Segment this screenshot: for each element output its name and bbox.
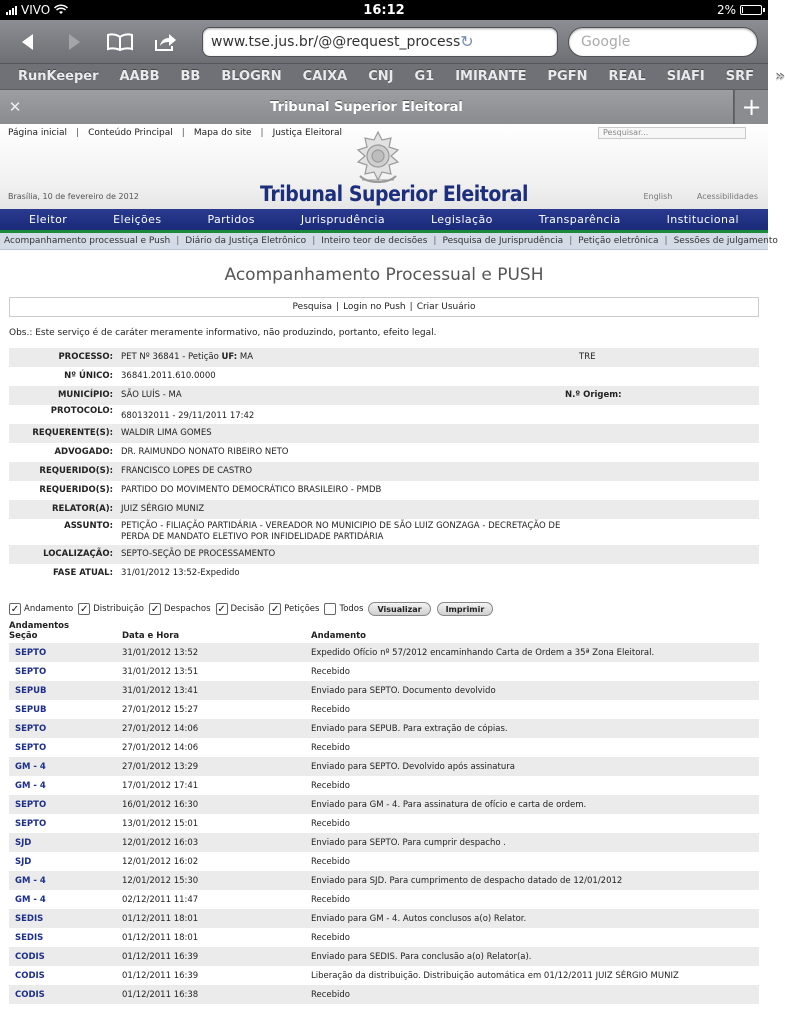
- filter-label: Decisão: [230, 604, 265, 614]
- battery-status: [717, 3, 762, 17]
- row-data: 17/01/2012 17:41: [122, 780, 199, 791]
- uf-value: MA: [239, 352, 254, 362]
- process-row: [9, 564, 759, 583]
- main-nav: [0, 209, 768, 233]
- row-data: 27/01/2012 13:29: [122, 761, 199, 772]
- col-data: Data e Hora: [122, 631, 180, 641]
- row-andamento: Enviado para SJD. Para cumprimento de despacho datado de 12/01/2012: [311, 875, 623, 886]
- requerido-value: PARTIDO DO MOVIMENTO DEMOCRÁTICO BRASILEIRO - PMDB: [121, 485, 382, 495]
- top-link[interactable]: Mapa do site: [193, 128, 252, 138]
- municipio-value: SÃO LUÍS - MA: [121, 390, 182, 400]
- battery-icon: [740, 5, 762, 15]
- current-date: Brasília, 10 de fevereiro de 2012: [8, 192, 139, 201]
- tab-bar: [0, 90, 768, 124]
- table-header: [9, 631, 759, 643]
- row-secao[interactable]: SJD: [15, 856, 32, 867]
- row-secao[interactable]: SEPUB: [15, 685, 47, 696]
- table-row: [9, 795, 759, 814]
- unico-value: 36841.2011.610.0000: [121, 371, 216, 381]
- bookmark-g1[interactable]: G1: [414, 69, 435, 84]
- relator-value: JUIZ SÉRGIO MUNIZ: [121, 504, 205, 514]
- row-data: 31/01/2012 13:41: [122, 685, 199, 696]
- row-andamento: Enviado para SEPTO. Devolvido após assinatura: [311, 761, 515, 772]
- row-data: 31/01/2012 13:52: [122, 647, 199, 658]
- subnav-item[interactable]: Pesquisa de Jurisprudência: [442, 236, 564, 246]
- row-secao[interactable]: SEPTO: [15, 666, 47, 677]
- row-andamento: Enviado para SEPTO. Documento devolvido: [311, 685, 496, 696]
- bookmark-cnj[interactable]: CNJ: [368, 69, 394, 84]
- web-page: [0, 124, 778, 1004]
- row-andamento: Recebido: [311, 780, 351, 791]
- process-row: [9, 367, 759, 386]
- filter-label: Despachos: [164, 604, 211, 614]
- protocolo-value: 680132011 - 29/11/2011 17:42: [121, 411, 255, 421]
- row-andamento: Recebido: [311, 704, 351, 715]
- row-data: 12/01/2012 16:02: [122, 856, 199, 867]
- table-row: [9, 814, 759, 833]
- checkbox[interactable]: ✓: [80, 603, 89, 615]
- table-row: [9, 947, 759, 966]
- bookmark-bb[interactable]: BB: [180, 69, 201, 84]
- separator: |: [76, 128, 80, 138]
- row-secao[interactable]: CODIS: [15, 989, 45, 1000]
- andamentos-table: [9, 643, 759, 1004]
- coat-of-arms-icon: [352, 130, 404, 186]
- row-secao[interactable]: SJD: [15, 837, 32, 848]
- process-row: [9, 519, 759, 545]
- filter-bar: [9, 602, 759, 616]
- row-andamento: Enviado para GM - 4. Para assinatura de ofício e carta de ordem.: [311, 799, 587, 810]
- tab-active[interactable]: [0, 90, 734, 124]
- requerido-label: REQUERIDO(S):: [39, 466, 113, 476]
- table-row: [9, 757, 759, 776]
- filter-option[interactable]: [216, 603, 265, 615]
- row-data: 16/01/2012 16:30: [122, 799, 199, 810]
- row-andamento: Liberação da distribuição. Distribuição automática em 01/12/2011 JUIZ SÉRGIO MUNIZ: [311, 970, 679, 981]
- requerido-value: FRANCISCO LOPES DE CASTRO: [121, 466, 253, 476]
- table-row: [9, 871, 759, 890]
- col-andamento: Andamento: [311, 631, 367, 641]
- table-row: [9, 928, 759, 947]
- visualizar-button[interactable]: Visualizar: [368, 602, 430, 616]
- row-data: 27/01/2012 14:06: [122, 723, 199, 734]
- processo-court: TRE: [579, 352, 596, 362]
- address-bar[interactable]: [202, 27, 558, 57]
- row-andamento: Recebido: [311, 742, 351, 753]
- row-andamento: Recebido: [311, 989, 351, 1000]
- sub-nav: [0, 233, 778, 250]
- row-data: 31/01/2012 13:51: [122, 666, 199, 677]
- top-link[interactable]: Justiça Eleitoral: [272, 128, 342, 138]
- requerente-label: REQUERENTE(S):: [32, 428, 113, 438]
- table-row: [9, 852, 759, 871]
- bookmark-srf[interactable]: SRF: [725, 69, 754, 84]
- english-link[interactable]: English: [643, 192, 673, 201]
- row-secao[interactable]: GM - 4: [15, 761, 46, 772]
- row-secao[interactable]: SEDIS: [15, 913, 44, 924]
- origem-label: [565, 390, 661, 400]
- requerente-value: WALDIR LIMA GOMES: [121, 428, 212, 438]
- process-row: [9, 443, 759, 462]
- separator: |: [409, 302, 413, 312]
- battery-percent: 2%: [716, 3, 736, 17]
- row-data: 01/12/2011 18:01: [122, 932, 199, 943]
- process-details: [9, 348, 759, 583]
- row-data: 27/01/2012 14:06: [122, 742, 199, 753]
- table-row: [9, 776, 759, 795]
- filter-option[interactable]: [9, 603, 73, 615]
- nav-item[interactable]: Partidos: [207, 213, 255, 226]
- top-link[interactable]: Conteúdo Principal: [88, 128, 173, 138]
- fase-label: FASE ATUAL:: [52, 568, 113, 578]
- row-data: 13/01/2012 15:01: [122, 818, 199, 829]
- table-row: [9, 966, 759, 985]
- process-row: [9, 545, 759, 564]
- checkbox[interactable]: ✓: [270, 603, 280, 615]
- search-link[interactable]: Pesquisa: [292, 302, 333, 312]
- filter-label: Todos: [339, 604, 364, 614]
- table-row: [9, 662, 759, 681]
- bookmark-imirante[interactable]: IMIRANTE: [455, 69, 527, 84]
- table-row: [9, 719, 759, 738]
- bookmark-blogrn[interactable]: BLOGRN: [221, 69, 282, 84]
- process-row: [9, 500, 759, 519]
- separator: |: [569, 236, 573, 246]
- row-data: 02/12/2011 11:47: [122, 894, 199, 905]
- forward-arrow-icon[interactable]: [56, 26, 92, 58]
- top-links: [8, 128, 342, 138]
- andamentos-heading: Andamentos: [9, 621, 70, 631]
- row-secao[interactable]: GM - 4: [15, 875, 46, 886]
- bookmarks-bar: [0, 64, 785, 90]
- filter-option[interactable]: [149, 603, 211, 615]
- col-secao: Seção: [9, 631, 38, 641]
- bookmarks-more-icon[interactable]: »: [774, 67, 785, 86]
- row-data: 01/12/2011 18:01: [122, 913, 199, 924]
- advogado-value: DR. RAIMUNDO NONATO RIBEIRO NETO: [121, 447, 289, 457]
- row-andamento: Enviado para GM - 4. Autos conclusos a(o) Relator.: [311, 913, 527, 924]
- subnav-item[interactable]: Petição eletrônica: [578, 236, 659, 246]
- row-secao[interactable]: SEPTO: [15, 647, 47, 658]
- plus-icon[interactable]: +: [734, 90, 768, 124]
- row-secao[interactable]: SEPTO: [15, 818, 47, 829]
- row-andamento: Recebido: [311, 818, 351, 829]
- url-text: www.tse.jus.br/@@request_process: [211, 33, 461, 50]
- open-book-icon[interactable]: [102, 26, 138, 58]
- process-row: [9, 405, 759, 424]
- disclaimer: Obs.: Este serviço é de caráter meramente informativo, não produzindo, portanto, efeito legal.: [9, 328, 437, 338]
- filter-option[interactable]: [269, 603, 319, 615]
- carrier-info: [6, 3, 68, 17]
- subnav-item[interactable]: Inteiro teor de decisões: [321, 236, 428, 246]
- bookmark-real[interactable]: REAL: [608, 69, 646, 84]
- push-login-link[interactable]: Login no Push: [343, 302, 406, 312]
- reload-icon[interactable]: ↻: [460, 32, 474, 51]
- separator: |: [433, 236, 437, 246]
- filter-option[interactable]: [78, 603, 144, 615]
- row-secao[interactable]: SEDIS: [15, 932, 44, 943]
- assunto-value: PETIÇÃO - FILIAÇÃO PARTIDÁRIA - VEREADOR NO MUNICIPIO DE SÃO LUIZ GONZAGA - DECRETAÇÃO DE PERDA DE MANDATO ELETIVO POR INFIDELIDADE PARTIDÁRIA: [121, 521, 561, 542]
- row-data: 12/01/2012 15:30: [122, 875, 199, 886]
- separator: |: [312, 236, 316, 246]
- nav-item[interactable]: Eleitor: [28, 213, 68, 226]
- table-row: [9, 985, 759, 1004]
- share-arrow-icon[interactable]: [148, 26, 184, 58]
- back-arrow-icon[interactable]: [10, 26, 46, 58]
- separator: |: [664, 236, 668, 246]
- processo-label: PROCESSO:: [58, 352, 113, 362]
- row-data: 01/12/2011 16:39: [122, 951, 199, 962]
- bookmark-aabb[interactable]: AABB: [119, 69, 160, 84]
- municipio-label: MUNICÍPIO:: [57, 390, 113, 400]
- bookmark-caixa[interactable]: CAIXA: [302, 69, 348, 84]
- process-row: [9, 424, 759, 443]
- table-row: [9, 681, 759, 700]
- separator: |: [176, 236, 180, 246]
- localizacao-value: SEPTO-SEÇÃO DE PROCESSAMENTO: [121, 549, 276, 559]
- bookmark-siafi[interactable]: SIAFI: [666, 69, 705, 84]
- processo-number: PET Nº 36841 - Petição: [121, 352, 219, 362]
- create-user-link[interactable]: Criar Usuário: [416, 302, 476, 312]
- row-andamento: Recebido: [311, 932, 351, 943]
- tab-title: Tribunal Superior Eleitoral: [270, 99, 463, 115]
- table-row: [9, 738, 759, 757]
- row-andamento: Enviado para SEPTO. Para cumprir despacho .: [311, 837, 506, 848]
- row-secao[interactable]: SEPUB: [15, 704, 47, 715]
- close-icon[interactable]: ✕: [8, 98, 22, 116]
- separator: |: [181, 128, 185, 138]
- bookmark-runkeeper[interactable]: RunKeeper: [18, 69, 99, 84]
- site-title[interactable]: Tribunal Superior Eleitoral: [260, 182, 529, 206]
- row-secao[interactable]: GM - 4: [15, 894, 46, 905]
- row-secao[interactable]: CODIS: [15, 970, 45, 981]
- row-andamento: Enviado para SEDIS. Para conclusão a(o) Relator(a).: [311, 951, 532, 962]
- accessibility-link[interactable]: Acessibilidades: [696, 192, 758, 201]
- subnav-item[interactable]: Acompanhamento processual e Push: [4, 236, 171, 246]
- browser-toolbar: [0, 20, 768, 64]
- checkbox[interactable]: ✓: [217, 603, 226, 615]
- search-field[interactable]: [568, 27, 758, 57]
- signal-icon: [6, 5, 17, 15]
- filter-label: Andamento: [24, 604, 74, 614]
- subnav-item[interactable]: Sessões de julgamento: [673, 236, 778, 246]
- row-secao[interactable]: SEPTO: [15, 799, 47, 810]
- row-andamento: Recebido: [311, 856, 351, 867]
- nav-item[interactable]: Legislação: [430, 213, 493, 226]
- checkbox[interactable]: ✓: [10, 603, 20, 615]
- table-row: [9, 700, 759, 719]
- table-row: [9, 833, 759, 852]
- action-links: [9, 297, 759, 317]
- row-secao[interactable]: CODIS: [15, 951, 45, 962]
- requerido-label: REQUERIDO(S):: [39, 485, 113, 495]
- row-secao[interactable]: GM - 4: [15, 780, 46, 791]
- main-content: [0, 265, 768, 1004]
- advogado-label: ADVOGADO:: [54, 447, 113, 457]
- status-bar: [0, 0, 768, 20]
- filter-label: Distribuição: [93, 604, 145, 614]
- separator: |: [260, 128, 264, 138]
- row-secao[interactable]: SEPTO: [15, 742, 47, 753]
- processo-value: [121, 352, 579, 363]
- wifi-icon: [54, 5, 68, 15]
- nav-item[interactable]: Jurisprudência: [300, 213, 385, 226]
- checkbox[interactable]: ✓: [150, 603, 160, 615]
- row-data: 27/01/2012 15:27: [122, 704, 199, 715]
- carrier-name: VIVO: [21, 3, 51, 17]
- process-row: [9, 481, 759, 500]
- table-row: [9, 909, 759, 928]
- row-andamento: Expedido Ofício nº 57/2012 encaminhando Carta de Ordem a 35ª Zona Eleitoral.: [311, 647, 655, 658]
- subnav-item[interactable]: Diário da Justiça Eletrônico: [185, 236, 307, 246]
- row-data: 12/01/2012 16:03: [122, 837, 199, 848]
- row-andamento: Enviado para SEPUB. Para extração de cópias.: [311, 723, 508, 734]
- row-data: 01/12/2011 16:38: [122, 989, 199, 1000]
- unico-label: Nº ÚNICO:: [64, 371, 113, 381]
- filter-option[interactable]: [324, 603, 363, 615]
- process-row: [9, 348, 759, 367]
- uf-label: UF:: [221, 352, 238, 362]
- row-data: 01/12/2011 16:39: [122, 970, 199, 981]
- clock: 16:12: [363, 2, 405, 18]
- process-row: [9, 462, 759, 481]
- row-secao[interactable]: SEPTO: [15, 723, 47, 734]
- header-right-links: [621, 192, 758, 201]
- filter-label: Petições: [284, 604, 320, 614]
- assunto-label: ASSUNTO:: [64, 521, 113, 531]
- bookmark-pgfn[interactable]: PGFN: [547, 69, 588, 84]
- separator: |: [336, 302, 340, 312]
- site-search-input[interactable]: [598, 127, 746, 139]
- table-row: [9, 890, 759, 909]
- process-row: [9, 386, 759, 405]
- site-search-placeholder: Pesquisar...: [603, 128, 649, 137]
- row-andamento: Recebido: [311, 894, 351, 905]
- origem-label-text: N.º Origem:: [565, 390, 622, 400]
- checkbox[interactable]: [324, 603, 336, 615]
- nav-item[interactable]: Institucional: [666, 213, 739, 226]
- localizacao-label: LOCALIZAÇÃO:: [43, 549, 113, 559]
- table-row: [9, 643, 759, 662]
- imprimir-button[interactable]: Imprimir: [437, 602, 494, 616]
- protocolo-label: PROTOCOLO:: [50, 406, 113, 416]
- nav-item[interactable]: Transparência: [538, 213, 621, 226]
- page-title: Acompanhamento Processual e PUSH: [224, 265, 544, 285]
- search-placeholder: Google: [581, 33, 631, 50]
- nav-item[interactable]: Eleições: [113, 213, 162, 226]
- site-header: [0, 124, 768, 209]
- row-andamento: Recebido: [311, 666, 351, 677]
- top-link[interactable]: Página inicial: [8, 128, 68, 138]
- fase-value: 31/01/2012 13:52-Expedido: [121, 568, 240, 578]
- relator-label: RELATOR(A):: [51, 504, 113, 514]
